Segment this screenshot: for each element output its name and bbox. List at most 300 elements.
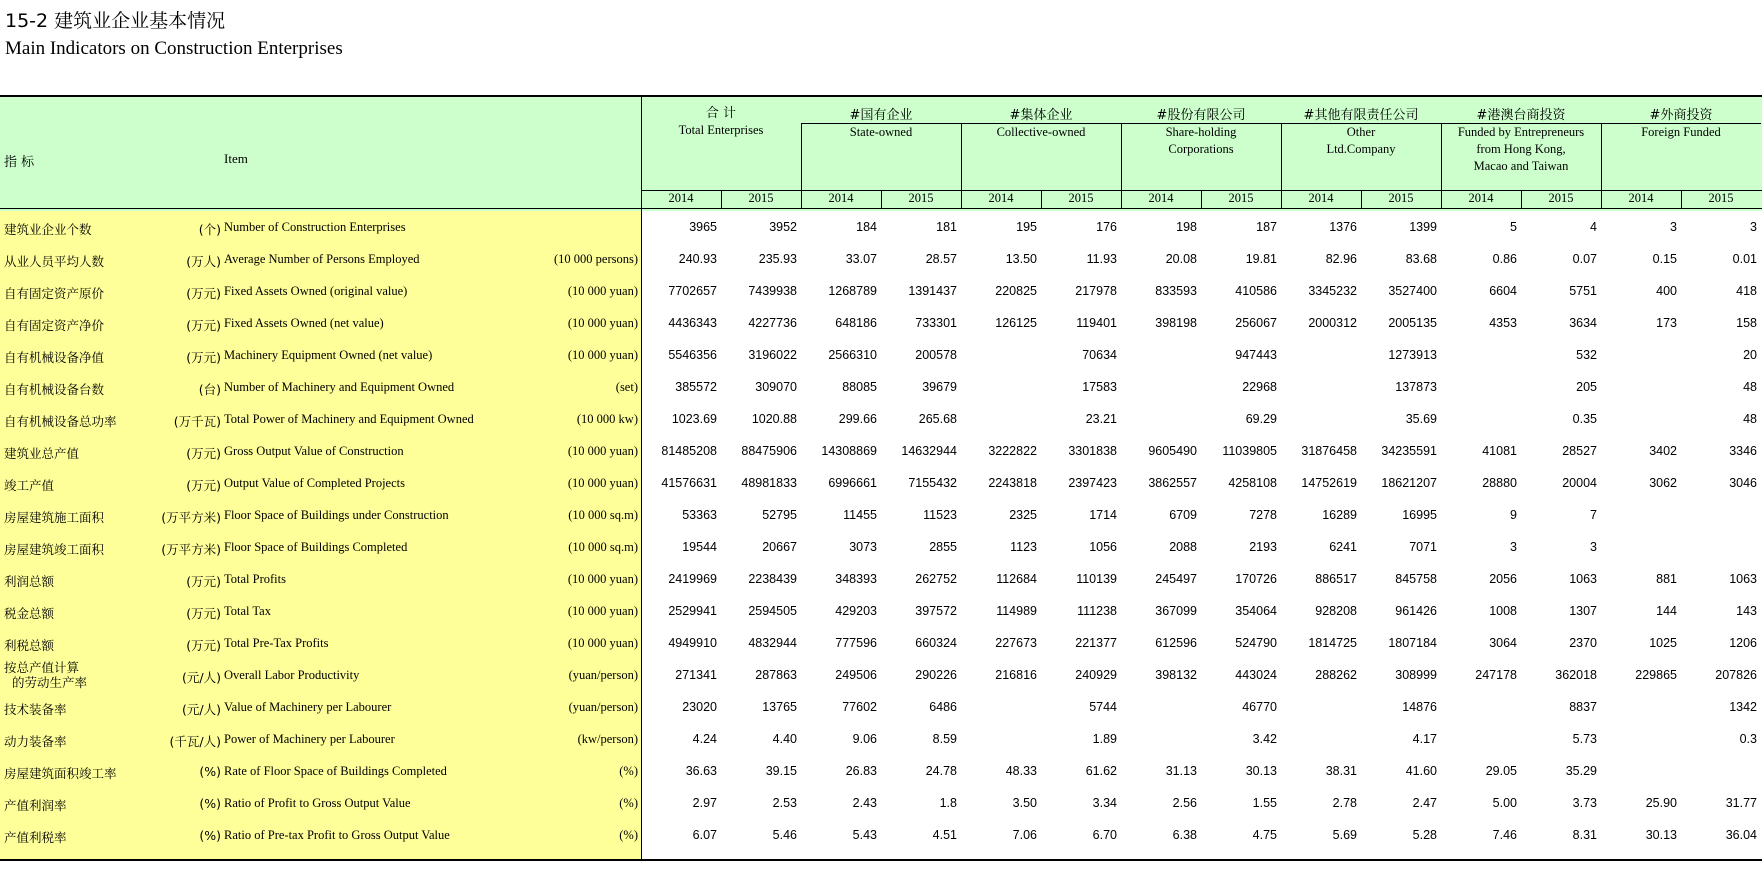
value-cell: 22968	[1242, 380, 1277, 394]
value-cell: 216816	[995, 668, 1037, 682]
year-divider	[1681, 190, 1682, 209]
value-cell: 114989	[996, 604, 1037, 618]
value-cell: 4.24	[692, 732, 717, 746]
value-cell: 532	[1576, 348, 1597, 362]
value-cell: 14876	[1402, 700, 1437, 714]
table-bottom-rule	[0, 859, 1762, 861]
value-cell: 6996661	[828, 476, 877, 490]
unit-cn: (%)	[199, 796, 221, 811]
value-cell: 256067	[1235, 316, 1277, 330]
value-cell: 7.46	[1492, 828, 1517, 842]
value-cell: 354064	[1235, 604, 1277, 618]
group-top-rule	[1121, 123, 1281, 124]
value-cell: 235.93	[758, 252, 797, 266]
value-cell: 3634	[1569, 316, 1597, 330]
value-cell: 20004	[1562, 476, 1597, 490]
value-cell: 4832944	[748, 636, 797, 650]
indicator-name-en: Floor Space of Buildings Completed	[224, 540, 408, 554]
unit-en: (10 000 yuan)	[567, 444, 638, 458]
year-header: 2015	[908, 191, 934, 205]
value-cell: 11039805	[1222, 444, 1277, 458]
value-cell: 299.66	[838, 412, 877, 426]
indicator-name-en: Fixed Assets Owned (original value)	[224, 284, 408, 298]
value-cell: 288262	[1315, 668, 1357, 682]
value-cell: 881	[1656, 572, 1677, 586]
year-header: 2015	[1548, 191, 1574, 205]
value-cell: 48981833	[741, 476, 797, 490]
indicator-name-en: Output Value of Completed Projects	[224, 476, 405, 490]
year-header: 2014	[988, 191, 1014, 205]
value-cell: 271341	[675, 668, 717, 682]
value-cell: 19.81	[1245, 252, 1277, 266]
column-group-2	[961, 107, 1121, 173]
column-group-en: Collective-owned	[996, 125, 1086, 139]
value-cell: 3.34	[1092, 796, 1117, 810]
value-cell: 947443	[1235, 348, 1277, 362]
value-cell: 77602	[842, 700, 877, 714]
value-cell: 1206	[1729, 636, 1757, 650]
value-cell: 777596	[835, 636, 877, 650]
value-cell: 30.13	[1245, 764, 1277, 778]
indicator-name-cn: 利润总额	[4, 574, 55, 589]
table-row	[0, 339, 1762, 371]
unit-cn: (千瓦/人)	[169, 734, 221, 749]
indicator-name-en: Gross Output Value of Construction	[224, 444, 404, 458]
value-cell: 38.31	[1325, 764, 1357, 778]
unit-en: (10 000 yuan)	[567, 572, 638, 586]
value-cell: 1020.88	[751, 412, 797, 426]
indicator-name-cn: 自有机械设备总功率	[4, 414, 117, 429]
value-cell: 429203	[835, 604, 877, 618]
year-header: 2014	[1628, 191, 1654, 205]
value-cell: 2419969	[668, 572, 717, 586]
value-cell: 833593	[1155, 284, 1197, 298]
value-cell: 14632944	[901, 444, 957, 458]
value-cell: 6604	[1489, 284, 1517, 298]
indicator-name-en: Total Tax	[224, 604, 271, 618]
indicator-name-en: Overall Labor Productivity	[224, 668, 360, 682]
indicator-name-cn: 产值利润率	[4, 798, 67, 813]
unit-en: (kw/person)	[577, 732, 638, 746]
column-group-en: Corporations	[1168, 142, 1234, 156]
indicator-name-cn: 自有机械设备台数	[4, 382, 105, 397]
value-cell: 1.8	[939, 796, 957, 810]
indicator-name-en: Floor Space of Buildings under Construction	[224, 508, 449, 522]
indicator-name-en: Number of Machinery and Equipment Owned	[224, 380, 455, 394]
value-cell: 4227736	[748, 316, 797, 330]
value-cell: 249506	[835, 668, 877, 682]
unit-en: (yuan/person)	[568, 668, 638, 682]
value-cell: 1023.69	[671, 412, 717, 426]
year-header: 2014	[1308, 191, 1334, 205]
value-cell: 81485208	[661, 444, 717, 458]
table-row	[0, 371, 1762, 403]
unit-en: (10 000 yuan)	[567, 284, 638, 298]
value-cell: 400	[1656, 284, 1677, 298]
value-cell: 17583	[1082, 380, 1117, 394]
value-cell: 2193	[1249, 540, 1277, 554]
value-cell: 1814725	[1308, 636, 1357, 650]
indicator-name-cn: 动力装备率	[4, 734, 67, 749]
column-group-cn: #外商投资	[1649, 108, 1713, 123]
value-cell: 19544	[682, 540, 717, 554]
value-cell: 70634	[1082, 348, 1117, 362]
value-cell: 36.63	[685, 764, 717, 778]
value-cell: 2.53	[772, 796, 797, 810]
column-group-en: State-owned	[849, 125, 913, 139]
unit-cn: (万千瓦)	[173, 414, 221, 429]
value-cell: 41576631	[661, 476, 717, 490]
value-cell: 11.93	[1086, 252, 1117, 266]
unit-cn: (台)	[198, 382, 221, 397]
value-cell: 35.69	[1405, 412, 1437, 426]
value-cell: 3527400	[1388, 284, 1437, 298]
year-header: 2014	[1148, 191, 1174, 205]
value-cell: 3.73	[1572, 796, 1597, 810]
value-cell: 6486	[929, 700, 957, 714]
value-cell: 53363	[682, 508, 717, 522]
value-cell: 11523	[923, 508, 957, 522]
value-cell: 287863	[755, 668, 797, 682]
value-cell: 9.06	[852, 732, 877, 746]
table-top-rule	[0, 95, 1762, 97]
value-cell: 30.13	[1645, 828, 1677, 842]
indicator-name-cn: 从业人员平均人数	[4, 254, 105, 269]
value-cell: 3064	[1489, 636, 1517, 650]
unit-en: (10 000 yuan)	[567, 604, 638, 618]
value-cell: 28.57	[925, 252, 957, 266]
value-cell: 0.01	[1732, 252, 1757, 266]
value-cell: 1063	[1729, 572, 1757, 586]
value-cell: 397572	[915, 604, 957, 618]
value-cell: 1.55	[1252, 796, 1277, 810]
indicator-name-en: Total Pre-Tax Profits	[224, 636, 329, 650]
value-cell: 9605490	[1148, 444, 1197, 458]
indicator-name-en: Value of Machinery per Labourer	[224, 700, 392, 714]
value-cell: 170726	[1235, 572, 1277, 586]
value-cell: 18621207	[1381, 476, 1437, 490]
table-row	[0, 787, 1762, 819]
value-cell: 1807184	[1388, 636, 1437, 650]
column-group-0	[641, 105, 801, 171]
value-cell: 110139	[1076, 572, 1117, 586]
unit-en: (10 000 yuan)	[567, 636, 638, 650]
value-cell: 2529941	[668, 604, 717, 618]
indicator-header-cn: 指 标	[4, 155, 35, 170]
value-cell: 207826	[1715, 668, 1757, 682]
column-group-4	[1281, 107, 1441, 173]
indicator-name-en: Total Profits	[224, 572, 286, 586]
indicator-name-cn: 房屋建筑面积竣工率	[4, 766, 117, 781]
header-bottom-rule	[0, 208, 1762, 209]
unit-en: (yuan/person)	[568, 700, 638, 714]
value-cell: 5546356	[668, 348, 717, 362]
value-cell: 5.73	[1572, 732, 1597, 746]
unit-cn: (万元)	[186, 478, 221, 493]
value-cell: 39679	[922, 380, 957, 394]
value-cell: 928208	[1315, 604, 1357, 618]
year-header: 2015	[1228, 191, 1254, 205]
value-cell: 6.07	[692, 828, 717, 842]
unit-cn: (万人)	[186, 254, 221, 269]
value-cell: 4353	[1489, 316, 1517, 330]
value-cell: 200578	[915, 348, 957, 362]
unit-cn: (万元)	[186, 318, 221, 333]
value-cell: 82.96	[1325, 252, 1357, 266]
value-cell: 23.21	[1085, 412, 1117, 426]
value-cell: 3196022	[748, 348, 797, 362]
table-row	[0, 243, 1762, 275]
value-cell: 1123	[1010, 540, 1037, 554]
value-cell: 23020	[682, 700, 717, 714]
value-cell: 367099	[1155, 604, 1197, 618]
value-cell: 2566310	[828, 348, 877, 362]
unit-cn: (万元)	[186, 574, 221, 589]
table-row	[0, 211, 1762, 243]
table-row	[0, 723, 1762, 755]
column-group-en: Total Enterprises	[678, 123, 764, 137]
value-cell: 176	[1096, 220, 1117, 234]
year-header: 2015	[1388, 191, 1414, 205]
column-group-en: from Hong Kong,	[1476, 142, 1566, 156]
column-group-3	[1121, 107, 1281, 173]
value-cell: 16995	[1402, 508, 1437, 522]
value-cell: 6.70	[1092, 828, 1117, 842]
value-cell: 2088	[1169, 540, 1197, 554]
value-cell: 2.47	[1412, 796, 1437, 810]
value-cell: 524790	[1235, 636, 1277, 650]
column-group-cn: 合 计	[705, 106, 737, 121]
value-cell: 2243818	[988, 476, 1037, 490]
value-cell: 1714	[1089, 508, 1117, 522]
value-cell: 8.59	[932, 732, 957, 746]
value-cell: 0.15	[1652, 252, 1677, 266]
unit-en: (set)	[615, 380, 638, 394]
indicator-name-cn: 建筑业总产值	[4, 446, 80, 461]
value-cell: 221377	[1075, 636, 1117, 650]
value-cell: 20	[1743, 348, 1757, 362]
value-cell: 290226	[915, 668, 957, 682]
year-divider	[1521, 190, 1522, 209]
unit-cn: (万平方米)	[161, 542, 221, 557]
value-cell: 88475906	[741, 444, 797, 458]
unit-cn: (%)	[199, 828, 221, 843]
unit-cn: (%)	[199, 764, 221, 779]
column-group-en: Ltd.Company	[1326, 142, 1396, 156]
value-cell: 2238439	[748, 572, 797, 586]
value-cell: 52795	[762, 508, 797, 522]
column-group-1	[801, 107, 961, 173]
page-title-cn: 15-2 建筑业企业基本情况	[5, 10, 226, 32]
value-cell: 20667	[762, 540, 797, 554]
value-cell: 6241	[1329, 540, 1357, 554]
value-cell: 69.29	[1245, 412, 1277, 426]
value-cell: 61.62	[1085, 764, 1117, 778]
unit-en: (%)	[619, 828, 638, 842]
year-divider	[881, 190, 882, 209]
group-top-rule	[961, 123, 1121, 124]
column-group-cn: #港澳台商投资	[1476, 108, 1566, 123]
value-cell: 7439938	[748, 284, 797, 298]
value-cell: 0.07	[1572, 252, 1597, 266]
value-cell: 20.08	[1165, 252, 1197, 266]
unit-cn: (元/人)	[182, 702, 221, 717]
indicator-name-en: Number of Construction Enterprises	[224, 220, 406, 234]
value-cell: 5.00	[1492, 796, 1517, 810]
value-cell: 3046	[1729, 476, 1757, 490]
value-cell: 26.83	[845, 764, 877, 778]
value-cell: 2325	[1009, 508, 1037, 522]
unit-en: (10 000 kw)	[576, 412, 638, 426]
value-cell: 28880	[1482, 476, 1517, 490]
indicator-name-en: Ratio of Profit to Gross Output Value	[224, 796, 411, 810]
year-row-rule	[641, 190, 1762, 191]
value-cell: 3222822	[988, 444, 1037, 458]
value-cell: 11455	[843, 508, 877, 522]
table-row	[0, 755, 1762, 787]
value-cell: 961426	[1395, 604, 1437, 618]
value-cell: 9	[1510, 508, 1517, 522]
indicator-name-cn: 建筑业企业个数	[4, 222, 92, 237]
value-cell: 4.17	[1412, 732, 1437, 746]
value-cell: 41.60	[1405, 764, 1437, 778]
value-cell: 240929	[1075, 668, 1117, 682]
value-cell: 5	[1510, 220, 1517, 234]
group-top-rule	[801, 123, 961, 124]
indicator-name-cn: 税金总额	[4, 606, 55, 621]
value-cell: 198	[1176, 220, 1197, 234]
value-cell: 24.78	[925, 764, 957, 778]
value-cell: 398198	[1155, 316, 1197, 330]
column-group-6	[1601, 107, 1761, 173]
value-cell: 3952	[769, 220, 797, 234]
column-group-cn: #股份有限公司	[1156, 108, 1246, 123]
value-cell: 3.50	[1012, 796, 1037, 810]
value-cell: 660324	[915, 636, 957, 650]
value-cell: 143	[1736, 604, 1757, 618]
column-group-cn: #其他有限责任公司	[1303, 108, 1419, 123]
value-cell: 46770	[1242, 700, 1277, 714]
value-cell: 48	[1743, 380, 1757, 394]
value-cell: 14308869	[821, 444, 877, 458]
value-cell: 2000312	[1308, 316, 1357, 330]
value-cell: 1399	[1409, 220, 1437, 234]
value-cell: 7	[1590, 508, 1597, 522]
value-cell: 5.28	[1412, 828, 1437, 842]
value-cell: 1307	[1569, 604, 1597, 618]
value-cell: 245497	[1155, 572, 1197, 586]
value-cell: 3.42	[1252, 732, 1277, 746]
value-cell: 0.86	[1492, 252, 1517, 266]
value-cell: 3965	[689, 220, 717, 234]
value-cell: 886517	[1315, 572, 1357, 586]
value-cell: 2370	[1569, 636, 1597, 650]
unit-en: (10 000 persons)	[553, 252, 638, 266]
value-cell: 2.43	[852, 796, 877, 810]
value-cell: 28527	[1562, 444, 1597, 458]
value-cell: 112684	[996, 572, 1037, 586]
value-cell: 3	[1750, 220, 1757, 234]
value-cell: 39.15	[765, 764, 797, 778]
value-cell: 2.78	[1332, 796, 1357, 810]
value-cell: 1268789	[828, 284, 877, 298]
value-cell: 1376	[1329, 220, 1357, 234]
table-row	[0, 275, 1762, 307]
value-cell: 7155432	[908, 476, 957, 490]
value-cell: 8.31	[1572, 828, 1597, 842]
indicator-name-en: Ratio of Pre-tax Profit to Gross Output Value	[224, 828, 450, 842]
indicator-name-cn: 技术装备率	[4, 702, 67, 717]
indicator-name-cn: 房屋建筑施工面积	[4, 510, 105, 525]
table-row	[0, 435, 1762, 467]
value-cell: 126125	[995, 316, 1037, 330]
value-cell: 2005135	[1388, 316, 1437, 330]
indicator-name-cn: 按总产值计算 的劳动生产率	[4, 660, 87, 690]
table-row	[0, 403, 1762, 435]
value-cell: 7071	[1409, 540, 1437, 554]
year-divider	[1361, 190, 1362, 209]
value-cell: 648186	[835, 316, 877, 330]
column-group-en: Foreign Funded	[1641, 125, 1721, 139]
unit-cn: (万平方米)	[161, 510, 221, 525]
year-divider	[721, 190, 722, 209]
unit-cn: (元/人)	[182, 670, 221, 685]
unit-cn: (万元)	[186, 350, 221, 365]
value-cell: 229865	[1635, 668, 1677, 682]
value-cell: 0.35	[1572, 412, 1597, 426]
value-cell: 240.93	[678, 252, 717, 266]
value-cell: 398132	[1155, 668, 1197, 682]
unit-en: (%)	[619, 796, 638, 810]
table-row	[0, 691, 1762, 723]
value-cell: 7702657	[668, 284, 717, 298]
indicator-name-en: Rate of Floor Space of Buildings Completed	[224, 764, 447, 778]
value-cell: 4	[1590, 220, 1597, 234]
year-header: 2015	[1708, 191, 1734, 205]
indicator-name-en: Machinery Equipment Owned (net value)	[224, 348, 433, 362]
value-cell: 1273913	[1388, 348, 1437, 362]
value-cell: 4.75	[1252, 828, 1277, 842]
value-cell: 173	[1656, 316, 1677, 330]
value-cell: 3062	[1649, 476, 1677, 490]
unit-en: (10 000 yuan)	[567, 316, 638, 330]
group-top-rule	[1601, 123, 1761, 124]
unit-en: (10 000 yuan)	[567, 476, 638, 490]
year-divider	[1201, 190, 1202, 209]
unit-cn: (万元)	[186, 606, 221, 621]
value-cell: 4.40	[772, 732, 797, 746]
value-cell: 7278	[1249, 508, 1277, 522]
value-cell: 14752619	[1301, 476, 1357, 490]
value-cell: 4949910	[668, 636, 717, 650]
value-cell: 308999	[1395, 668, 1437, 682]
value-cell: 5751	[1569, 284, 1597, 298]
value-cell: 2594505	[748, 604, 797, 618]
column-group-en: Other	[1346, 125, 1376, 139]
group-top-rule	[1441, 123, 1601, 124]
value-cell: 88085	[842, 380, 877, 394]
unit-en: (%)	[619, 764, 638, 778]
year-divider	[1041, 190, 1042, 209]
value-cell: 217978	[1075, 284, 1117, 298]
value-cell: 3	[1510, 540, 1517, 554]
header-left-cell	[0, 97, 641, 211]
indicator-name-cn: 竣工产值	[4, 478, 55, 493]
table-row	[0, 531, 1762, 563]
table-row	[0, 563, 1762, 595]
value-cell: 6709	[1169, 508, 1197, 522]
indicator-name-cn: 产值利税率	[4, 830, 67, 845]
